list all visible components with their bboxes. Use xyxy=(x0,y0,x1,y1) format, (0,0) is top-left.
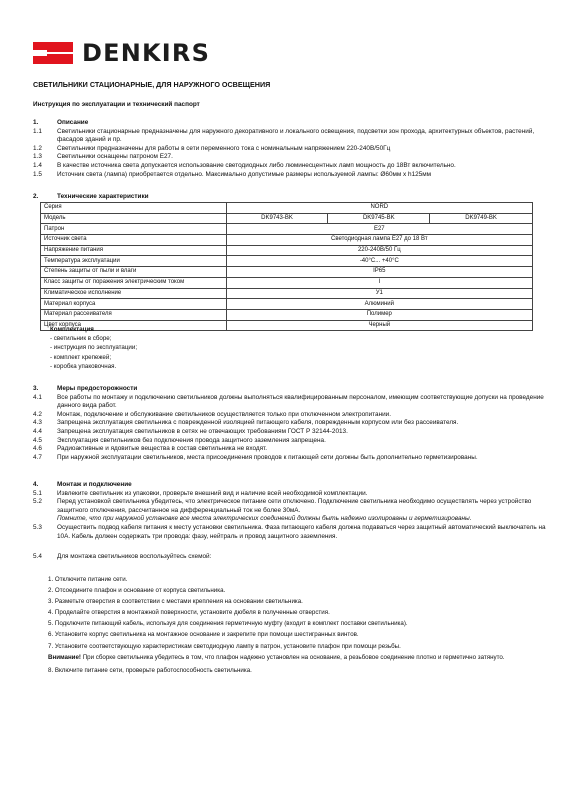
item-text: Все работы по монтажу и подключению светильников должны выполняться квалифицированным персоналом, имеющим соответствующие допуски на проведение данного вида работ. xyxy=(57,393,544,410)
spec-label: Источник света xyxy=(41,235,227,246)
list-item: 6. Установите корпус светильника на монтажное основание и закрепите при помощи шестигранных винтов. xyxy=(48,631,359,639)
warning-text: При сборке светильника убедитесь в том, что плафон надежно установлен на основание, а резьбовое соединение плотно и герметично затянуто. xyxy=(81,653,505,661)
item-text: Светильники стационарные предназначены для наружного декоративного и локального освещения, подсветки зон прохода, архитектурных объектов, растений, фасадов зданий и пр. xyxy=(57,127,535,144)
item-text: Радиоактивные и ядовитые вещества в состав светильника не входят. xyxy=(57,445,268,453)
spec-label: Напряжение питания xyxy=(41,245,227,256)
item-number: 5.3 xyxy=(33,523,42,531)
item-number: 4.4 xyxy=(33,427,42,435)
installation-steps xyxy=(48,574,538,676)
item-number: 4.5 xyxy=(33,436,42,444)
specs-table xyxy=(40,202,533,331)
item-number: 1.1 xyxy=(33,127,42,135)
list-item: - светильник в сборе; xyxy=(50,335,112,343)
spec-value: У1 xyxy=(226,288,532,299)
item-text: Перед установкой светильника убедитесь, что электрическое питание сети отключено. Подключение светильника необходимо осуществлять через устройство защитного отключения, рассчитанное на дифференциальный ток не более 30мА. xyxy=(57,498,532,514)
item-number: 4.1 xyxy=(33,393,42,401)
spec-value: Полимер xyxy=(226,309,532,320)
logo-icon xyxy=(33,42,73,64)
logo-text: DENKIRS xyxy=(82,39,211,67)
kit-heading: Комплектация xyxy=(50,326,94,333)
item-text: Запрещена эксплуатация светильников в сетях не отвечающих требованиям ГОСТ Р 32144-2013. xyxy=(57,427,348,435)
list-item: - комплект крепежей; xyxy=(50,353,112,361)
item-text: Светильники оснащены патроном E27. xyxy=(57,153,173,161)
document-title: СВЕТИЛЬНИКИ СТАЦИОНАРНЫЕ, ДЛЯ НАРУЖНОГО ОСВЕЩЕНИЯ xyxy=(33,80,271,89)
spec-value: Черный xyxy=(226,320,532,331)
section-heading: Меры предосторожности xyxy=(57,385,138,392)
spec-label: Степень защиты от пыли и влаги xyxy=(41,267,227,278)
section-specs-heading xyxy=(33,193,149,202)
section-description xyxy=(33,119,557,179)
table-row xyxy=(41,256,533,267)
italic-note: Помните, что при наружной установке все места электрических соединений должны быть надежно изолированы и герметизированы. xyxy=(57,515,472,523)
model-cell: DK9745-BK xyxy=(328,213,430,224)
table-row xyxy=(41,224,533,235)
item-text: Для монтажа светильников воспользуйтесь схемой: xyxy=(57,553,212,561)
item-number: 1.3 xyxy=(33,153,42,161)
section-installation xyxy=(33,481,557,562)
list-item: 5. Подключите питающий кабель, используя для соединения герметичную муфту (входит в комплект поставки светильника). xyxy=(48,620,408,628)
section-number: 3. xyxy=(33,385,39,392)
item-text: Осуществить подвод кабеля питания к месту установки светильника. Фаза питающего кабеля должна подаваться через защитный автоматический выключатель на 10А. Кабель должен содержать три провода: фазу, нейтраль и провод защитного заземления. xyxy=(57,523,546,540)
item-text: Извлеките светильник из упаковки, проверьте внешний вид и наличие всей необходимой комплектации. xyxy=(57,489,368,497)
spec-label: Материал корпуса xyxy=(41,299,227,310)
spec-label: Климатическое исполнение xyxy=(41,288,227,299)
brand-logo xyxy=(33,40,210,66)
warning-note xyxy=(48,653,538,663)
document-subtitle: Инструкция по эксплуатации и технический паспорт xyxy=(33,101,200,108)
spec-label: Модель xyxy=(41,213,227,224)
spec-value: IP65 xyxy=(226,267,532,278)
list-item: 2. Отсоедините плафон и основание от корпуса светильника. xyxy=(48,587,226,595)
table-row xyxy=(41,309,533,320)
section-precautions xyxy=(33,385,557,462)
list-item: 1. Отключите питание сети. xyxy=(48,576,128,583)
section-number: 2. xyxy=(33,193,39,200)
table-row xyxy=(41,245,533,256)
spec-label: Материал рассеивателя xyxy=(41,309,227,320)
spec-label: Класс защиты от поражения электрическим током xyxy=(41,277,227,288)
section-number: 1. xyxy=(33,119,39,126)
item-number: 5.4 xyxy=(33,553,42,561)
item-text: При наружной эксплуатации светильников, места присоединения проводов к питающей сети должны быть дополнительно герметизированы. xyxy=(57,453,478,461)
table-row xyxy=(41,277,533,288)
spec-value: I xyxy=(226,277,532,288)
item-number: 4.2 xyxy=(33,410,42,418)
list-item: 7. Установите соответствующую характеристикам светодиодную лампу в патрон, установите плафон при помощи резьбы. xyxy=(48,642,401,650)
spec-value: -40°С... +40°С xyxy=(226,256,532,267)
table-row xyxy=(41,288,533,299)
section-heading: Описание xyxy=(57,119,89,126)
section-heading: Технические характеристики xyxy=(57,193,149,200)
spec-value: Светодиодная лампа E27 до 18 Вт xyxy=(226,235,532,246)
section-number: 4. xyxy=(33,481,39,488)
item-number: 5.1 xyxy=(33,489,42,497)
item-text: Запрещена эксплуатация светильника с поврежденной изоляцией питающего кабеля, поврежденным корпусом или без рассеивателя. xyxy=(57,419,459,427)
spec-label: Патрон xyxy=(41,224,227,235)
spec-label: Серия xyxy=(41,203,227,214)
table-row xyxy=(41,235,533,246)
item-number: 5.2 xyxy=(33,498,42,506)
item-number: 1.5 xyxy=(33,170,42,178)
spec-value: E27 xyxy=(226,224,532,235)
item-text: В качестве источника света допускается использование светодиодных либо люминесцентных ламп мощность до 18Вт включительно. xyxy=(57,161,456,169)
list-item: 4. Проделайте отверстия в монтажной поверхности, установите дюбеля в полученные отверстия. xyxy=(48,609,330,617)
item-number: 4.3 xyxy=(33,419,42,427)
item-text: Эксплуатация светильников без подключения провода защитного заземления запрещена. xyxy=(57,436,326,444)
item-number: 1.2 xyxy=(33,144,42,152)
list-item: 8. Включите питание сети, проверьте работоспособность светильника. xyxy=(48,666,252,674)
item-text: Источник света (лампа) приобретается отдельно. Максимально допустимые размеры используемой лампы: Ø60мм x h125мм xyxy=(57,170,432,178)
spec-value: 220-240В/50 Гц xyxy=(226,245,532,256)
spec-value: Алюминий xyxy=(226,299,532,310)
kit-section xyxy=(50,325,137,371)
list-item: - коробка упаковочная. xyxy=(50,362,117,370)
spec-label: Температура эксплуатации xyxy=(41,256,227,267)
section-heading: Монтаж и подключение xyxy=(57,481,132,488)
list-item: - инструкция по эксплуатации; xyxy=(50,344,138,352)
list-item: 3. Разметьте отверстия в соответствии с местами крепления на основании светильника. xyxy=(48,598,303,606)
table-row xyxy=(41,203,533,214)
model-cell: DK9749-BK xyxy=(430,213,533,224)
item-text: Светильники предназначены для работы в сети переменного тока с номинальным напряжением 220-240В/50Гц xyxy=(57,144,391,152)
warning-label: Внимание! xyxy=(48,653,81,661)
item-number: 4.7 xyxy=(33,453,42,461)
spec-value: NORD xyxy=(226,203,532,214)
item-number: 4.6 xyxy=(33,445,42,453)
item-text: Монтаж, подключение и обслуживание светильников осуществляется только при отключенном электропитании. xyxy=(57,410,392,418)
item-number: 1.4 xyxy=(33,161,42,169)
table-row xyxy=(41,213,533,224)
table-row xyxy=(41,299,533,310)
model-cell: DK9743-BK xyxy=(226,213,328,224)
table-row xyxy=(41,267,533,278)
spec-label: Цвет корпуса xyxy=(41,320,227,331)
